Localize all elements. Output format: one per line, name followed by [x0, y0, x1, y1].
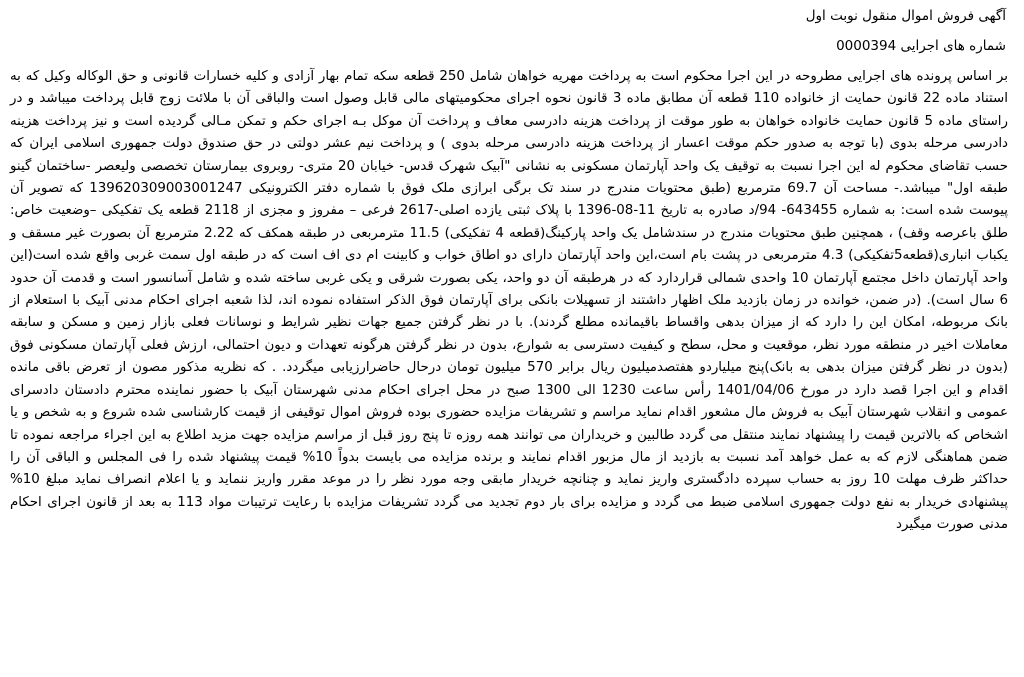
exec-number-line [6, 36, 1006, 56]
exec-number-value: 0000394 [836, 38, 897, 54]
notice-page [6, 6, 1014, 672]
exec-number-label: شماره های اجرایی [900, 38, 1006, 54]
notice-body: بر اساس پرونده های اجرایی مطروحه در این اجرا محکوم است به پرداخت مهریه خواهان شامل 250 قطعه سکه تمام بهار آزادی و کلیه خسارات قانونی و حق الوکاله وکیل که به استناد ماده 22 قانون حمایت از خانواده 110 قطعه آن مطابق ماده 3 قانون نحوه اجرای محکومیتهای مالی قابل وصول است والباقی آن با ملائت زوج قابل پرداخت میباشد و در راستای ماده 5 قانون حمایت خانواده خواهان به طور موقت از پرداخت هزینه دادرسی معاف و پرداخت آن موکل بـه اجرای حکم و تمکن مـالی گردیده است و نیز پرداخت هزینه دادرسی مرحله بدوی (با توجه به صدور حکم موقت اعسار از پرداخت هزینه دادرسی مرحله بدوی ) و پرداخت نیم عشر دولتی در حق صندوق دولت جمهوری اسلامی ایران که حسب تقاضای محکوم له این اجرا نسبت به توقیف یک واحد آپارتمان مسکونی به نشانی "آبیک شهرک قدس- خیابان 20 متری- روبروی بیمارستان تخصصی ولیعصر -ساختمان گینو طبقه اول" میباشد.- مساحت آن 69.7 مترمربع (طبق محتویات مندرج در سند تک برگی ابرازی ملک فوق با شماره دفتر الکترونیکی 139620309003001247 که تصویر آن پیوست شده است: به شماره 643455- 94/د صادره به تاریخ 11-08-1396 با پلاک ثبتی یازده اصلی-2617 فرعی – مفروز و مجزی از 2118 قطعه یک تفکیکی –وضعیت خاص: طلق باعرصه وقف) ، همچنین طبق محتویات مندرج در سندشامل یک واحد پارکینگ(قطعه 4 تفکیکی) 11.5 مترمربعی در طبقه همکف که 2.22 مترمربع آن بصورت غیر مسقف و یکباب انباری(قطعه5تفکیکی) 4.3 مترمربعی در پشت بام است،این واحد آپارتمان دارای دو اطاق خواب و کابینت ام دی اف است که در طبقه اول سمت غربی واقع شده است(این واحد آپارتمان داخل مجتمع آپارتمان 10 واحدی شمالی قراردارد که در هرطبقه آن دو واحد، یکی بصورت شرقی و یکی غربی ساخته شده و شامل آسانسور است و قدمت آن حدود 6 سال است). (در ضمن، خوانده در زمان بازدید ملک اظهار داشتند از تسهیلات بانکی برای آپارتمان فوق الذکر استفاده نموده اند، لذا شعبه اجرای احکام مدنی آبیک با استعلام از بانک مربوطه، امکان این را دارد که از میزان بدهی واقساط باقیمانده مطلع گردند). با در نظر گرفتن جمیع جهات نظیر شرایط و نوسانات فعلی بازار زمین و مسکن و سابقه معاملات اخیر در منطقه مورد نظر، موقعیت و محل، سطح و کیفیت دسترسی به شوارع، بدون در نظر گرفتن هرگونه تعهدات و دیون احتمالی، ارزش فعلی آپارتمان مسکونی فوق (بدون در نظر گرفتن میزان بدهی به بانک)پنج میلیاردو هفتصدمیلیون ریال برابر 570 میلیون تومان درحال حاضرارزیابی میگردد. . که نظریه مذکور مصون از تعرض باقی مانده اقدام و این اجرا قصد دارد در مورخ 1401/04/06 رأس ساعت 1230 الی 1300 صبح در محل اجرای احکام مدنی شهرستان آبیک با حضور نماینده محترم دادستان دادسرای عمومی و انقلاب شهرستان آبیک به فروش مال مشعور اقدام نماید مراسم و تشریفات مزایده حضوری بوده فروش اموال توقیفی از قیمت کارشناسی شده شروع و به شخص و یا اشخاص که بالاترین قیمت را پیشنهاد نمایند منتقل می گردد طالبین و خریداران می توانند همه روزه تا پنج روز قبل از مراسم مزایده جهت مزید اطلاع به این اجراء مراجعه نموده تا ضمن هماهنگی لازم که به عمل خواهد آمد نسبت به بازدید از مال مزبور اقدام نمایند و برنده مزایده می بایست بدواً 10% قیمت پیشنهاد شده را فی المجلس و الباقی آن را حداکثر ظرف مهلت 10 روز به حساب سپرده دادگستری واریز نماید و چنانچه خریدار مابقی وجه مورد نظر را در موعد مقرر واریز ننماید و یا اعلام انصراف نماید مبلغ 10% پیشنهادی خریدار به نفع دولت جمهوری اسلامی ضبط می گردد و مزایده برای بار دوم تجدید می گردد تشریفات مزایده با رعایت ترتیبات مواد 113 به بعد از قانون اجرای احکام مدنی صورت میگیرد [10, 69, 1009, 533]
notice-title: آگهی فروش اموال منقول نوبت اول [805, 8, 1006, 24]
